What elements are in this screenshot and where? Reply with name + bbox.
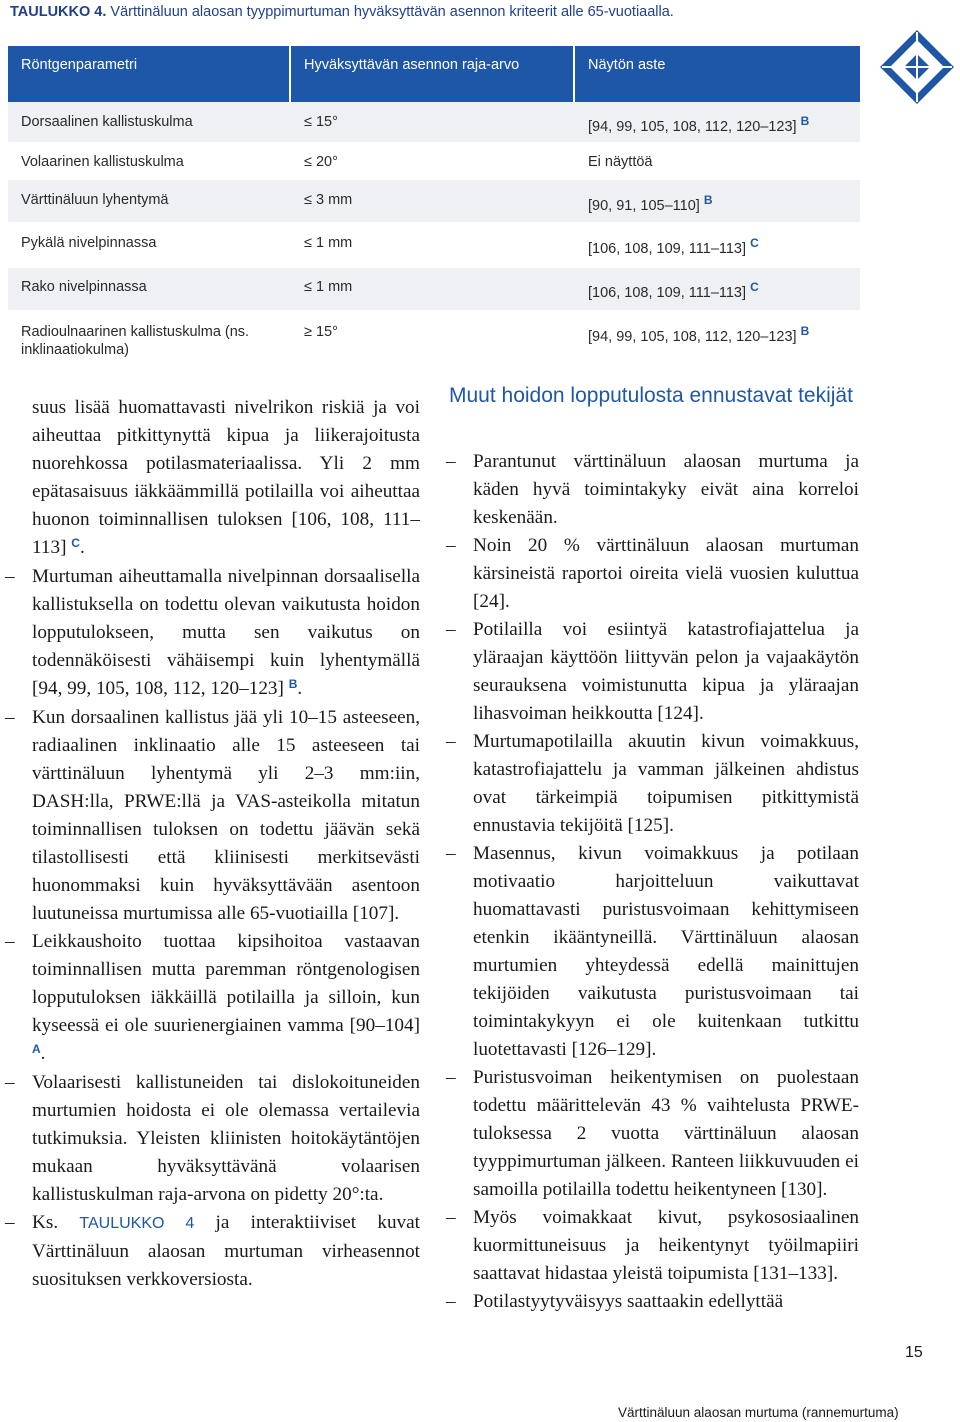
list-item-text: Masennus, kivun voimakkuus ja potilaan motivaatio harjoitteluun vaikuttavat huomattavasti puristusvoimaan kehittymiseen etenkin ikääntyneillä. Värttinäluun alaosan murtumien yhteydessä edellä mainittujen tekijöiden vaikutusta puristusvoimaan tai toimintakykyyn ei ole kuitenkaan tutkittu luotettavasti [126–129].: [473, 843, 859, 1060]
evidence-grade: B: [703, 193, 713, 207]
row-limit: ≥ 15°: [304, 324, 338, 340]
row-evidence-text: [90, 91, 105–110]: [588, 198, 700, 214]
list-item-prefix: Ks.: [32, 1212, 80, 1233]
table-caption-text: Värttinäluun alaosan tyyppimurtuman hyväksyttävän asennon kriteerit alle 65-vuotiaalla.: [106, 4, 674, 20]
list-item: – Leikkaushoito tuottaa kipsihoitoa vastaavan toiminnallisen mutta paremman röntgenologisen lopputuloksen iäkkäillä potilailla ja silloin, kun kyseessä ei ole suurienergiainen vamma [90–104] $^A$.: [32, 928, 420, 1069]
header-parameter: Röntgenparametri: [21, 57, 138, 73]
table-caption-label: TAULUKKO 4.: [10, 4, 107, 20]
row-parameter: Rako nivelpinnassa: [21, 279, 147, 295]
table-header: [8, 46, 860, 102]
table-row: [8, 268, 860, 312]
dash-bullet: –: [446, 451, 456, 472]
row-evidence-text: [106, 108, 109, 111–113]: [588, 285, 747, 301]
row-limit: ≤ 20°: [304, 154, 338, 170]
row-limit: ≤ 3 mm: [304, 192, 353, 208]
row-evidence: [588, 193, 713, 215]
table-row: [8, 180, 860, 224]
list-item: [446, 1064, 859, 1204]
table-row: [8, 312, 860, 370]
table-reference-link[interactable]: TAULUKKO 4: [79, 1215, 195, 1232]
list-item-text: Parantunut värttinäluun alaosan murtuma ja käden hyvä toimintakyky eivät aina korreloi keskenään.: [473, 451, 859, 528]
dash-bullet: –: [446, 731, 456, 752]
section-heading: Muut hoidon lopputulosta ennustavat tekijät: [449, 384, 853, 407]
list-item-text: Murtuman aiheuttamalla nivelpinnan dorsaalisella kallistuksella on todettu olevan vaikutusta hoidon lopputulokseen, mutta sen vaikutus on todennäköisesti vähäisempi kuin lyhentymällä [94, 99, 105, 108, 112, 120–123]: [32, 566, 420, 699]
list-item: [446, 840, 859, 1064]
table-row: [8, 102, 860, 144]
evidence-grade: B: [288, 677, 298, 691]
list-item: [446, 728, 859, 840]
dash-bullet: –: [446, 1291, 456, 1312]
evidence-grade: C: [750, 280, 759, 294]
row-parameter: Volaarinen kallistuskulma: [21, 154, 184, 170]
dash-bullet: –: [446, 1207, 456, 1228]
left-column: [5, 394, 420, 1294]
evidence-grade: A: [32, 1042, 41, 1056]
paragraph: suus lisää huomattavasti nivelrikon riskiä ja voi aiheuttaa pitkittynyttä kipua ja liikerajoitusta nuorehkossa potilasmateriaalissa. Yli 2 mm epätasaisuus iäkkäämmillä potilailla voi aiheuttaa huonon toiminnallisen tuloksen [106, 108, 111–113] $^C$.: [32, 397, 420, 558]
row-evidence-text: Ei näyttöä: [588, 154, 653, 170]
list-item: [446, 532, 859, 616]
dash-bullet: –: [5, 566, 15, 587]
row-evidence-text: [94, 99, 105, 108, 112, 120–123]: [588, 329, 797, 345]
dash-bullet: –: [446, 1067, 456, 1088]
row-parameter: Dorsaalinen kallistuskulma: [21, 114, 193, 130]
paragraph-text: suus lisää huomattavasti nivelrikon riskiä ja voi aiheuttaa pitkittynyttä kipua ja liikerajoitusta nuorehkossa potilasmateriaalissa. Yli 2 mm epätasaisuus iäkkäämmillä potilailla voi aiheuttaa huonon toiminnallisen tuloksen [106, 108, 111–113]: [32, 397, 420, 558]
row-limit: ≤ 1 mm: [304, 235, 353, 251]
list-item: [446, 1204, 859, 1288]
row-limit: ≤ 1 mm: [304, 279, 353, 295]
table-row: [8, 144, 860, 180]
right-column: [446, 448, 859, 1316]
table-caption: [10, 4, 674, 20]
evidence-grade: C: [750, 236, 759, 250]
list-item-text: ja interaktiiviset kuvat Värttinäluun alaosan murtuman virheasennot suosituksen verkkoversiosta.: [32, 1212, 420, 1290]
guideline-logo-icon: [880, 30, 954, 104]
list-item: [446, 616, 859, 728]
dash-bullet: –: [446, 535, 456, 556]
dash-bullet: –: [5, 1072, 15, 1093]
row-parameter: Värttinäluun lyhentymä: [21, 192, 169, 208]
list-item-text: Noin 20 % värttinäluun alaosan murtuman kärsineistä raportoi oireita vielä vuosien kuluttua [24].: [473, 535, 859, 612]
page-number: 15: [905, 1344, 923, 1361]
table-row: [8, 224, 860, 268]
row-evidence-text: [106, 108, 109, 111–113]: [588, 241, 747, 257]
criteria-table: [8, 46, 860, 370]
dash-bullet: –: [5, 931, 15, 952]
list-item-text: Leikkaushoito tuottaa kipsihoitoa vastaavan toiminnallisen mutta paremman röntgenologisen lopputuloksen iäkkäillä potilailla ja silloin, kun kyseessä ei ole suurienergiainen vamma [90–104]: [32, 931, 420, 1036]
evidence-grade: B: [800, 324, 810, 338]
row-parameter: Pykälä nivelpinnassa: [21, 235, 157, 251]
evidence-grade: B: [800, 114, 810, 128]
row-evidence: [588, 114, 810, 136]
evidence-grade: C: [71, 536, 80, 550]
dash-bullet: –: [5, 1212, 15, 1233]
row-evidence: [588, 280, 759, 302]
row-limit: ≤ 15°: [304, 114, 338, 130]
row-evidence: [588, 324, 810, 346]
list-item: [5, 1209, 420, 1294]
header-divider: [573, 46, 575, 102]
row-parameter: Radioulnaarinen kallistuskulma (ns. inklinaatiokulma): [21, 324, 250, 358]
list-item-text: Puristusvoiman heikentymisen on puolestaan todettu määrittelevän 43 % vaihtelusta PRWE-tuloksessa 2 vuotta värttinäluun alaosan tyyppimurtuman jälkeen. Ranteen liikkuvuuden ei samoilla potilailla todettu heikentyneen [130].: [473, 1067, 859, 1200]
header-evidence: Näytön aste: [588, 57, 666, 73]
list-item-text: Potilailla voi esiintyä katastrofiajattelua ja yläraajan käyttöön liittyvän pelon ja vajaakäytön seurauksena voimistunutta kipua ja yläraajan lihasvoiman heikkoutta [124].: [473, 619, 859, 724]
header-divider: [289, 46, 291, 102]
row-evidence: [588, 153, 653, 171]
header-limit: Hyväksyttävän asennon raja-arvo: [304, 57, 520, 73]
list-item: – Murtuman aiheuttamalla nivelpinnan dorsaalisella kallistuksella on todettu olevan vaikutusta hoidon lopputulokseen, mutta sen vaikutus on todennäköisesti vähäisempi kuin lyhentymällä [94, 99, 105, 108, 112, 120–123] $^B$.: [32, 563, 420, 704]
dash-bullet: –: [446, 619, 456, 640]
list-item: [5, 1069, 420, 1209]
dash-bullet: –: [446, 843, 456, 864]
row-evidence-text: [94, 99, 105, 108, 112, 120–123]: [588, 119, 797, 135]
list-item-text: Myös voimakkaat kivut, psykososiaalinen kuormittuneisuus ja heikentynyt työilmapiiri saattavat hidastaa yleistä toipumista [131–133].: [473, 1207, 859, 1284]
page-footer: Värttinäluun alaosan murtuma (rannemurtuma): [618, 1405, 899, 1420]
list-item-text: Volaarisesti kallistuneiden tai dislokoituneiden murtumien hoidosta ei ole olemassa vertailevia tutkimuksia. Yleisten kliinisten hoitokäytäntöjen mukaan hyväksyttävänä volaarisen kallistuskulman raja-arvona on pidetty 20°:ta.: [32, 1072, 420, 1205]
list-item-text: Kun dorsaalinen kallistus jää yli 10–15 asteeseen, radiaalinen inklinaatio alle 15 asteeseen tai värttinäluun lyhentymä yli 2–3 mm:iin, DASH:lla, PRWE:llä ja VAS-asteikolla mitatun toiminnallisen tuloksen on todettu jäävän sekä tilastollisesti että kliinisesti merkitsevästi huonommaksi kuin hyväksyttävään asentoon luutuneissa murtumissa alle 65-vuotiailla [107].: [32, 707, 420, 924]
row-evidence: [588, 236, 759, 258]
list-item-text: Potilastyytyväisyys saattaakin edellyttää: [473, 1291, 784, 1312]
list-item-text: Murtumapotilailla akuutin kivun voimakkuus, katastrofiajattelu ja vamman jälkeinen ahdistus ovat tärkeimpiä toipumisen pitkittymistä ennustavia tekijöitä [125].: [473, 731, 859, 836]
list-item: [5, 704, 420, 928]
list-item: [446, 1288, 859, 1316]
dash-bullet: –: [5, 707, 15, 728]
list-item: [446, 448, 859, 532]
